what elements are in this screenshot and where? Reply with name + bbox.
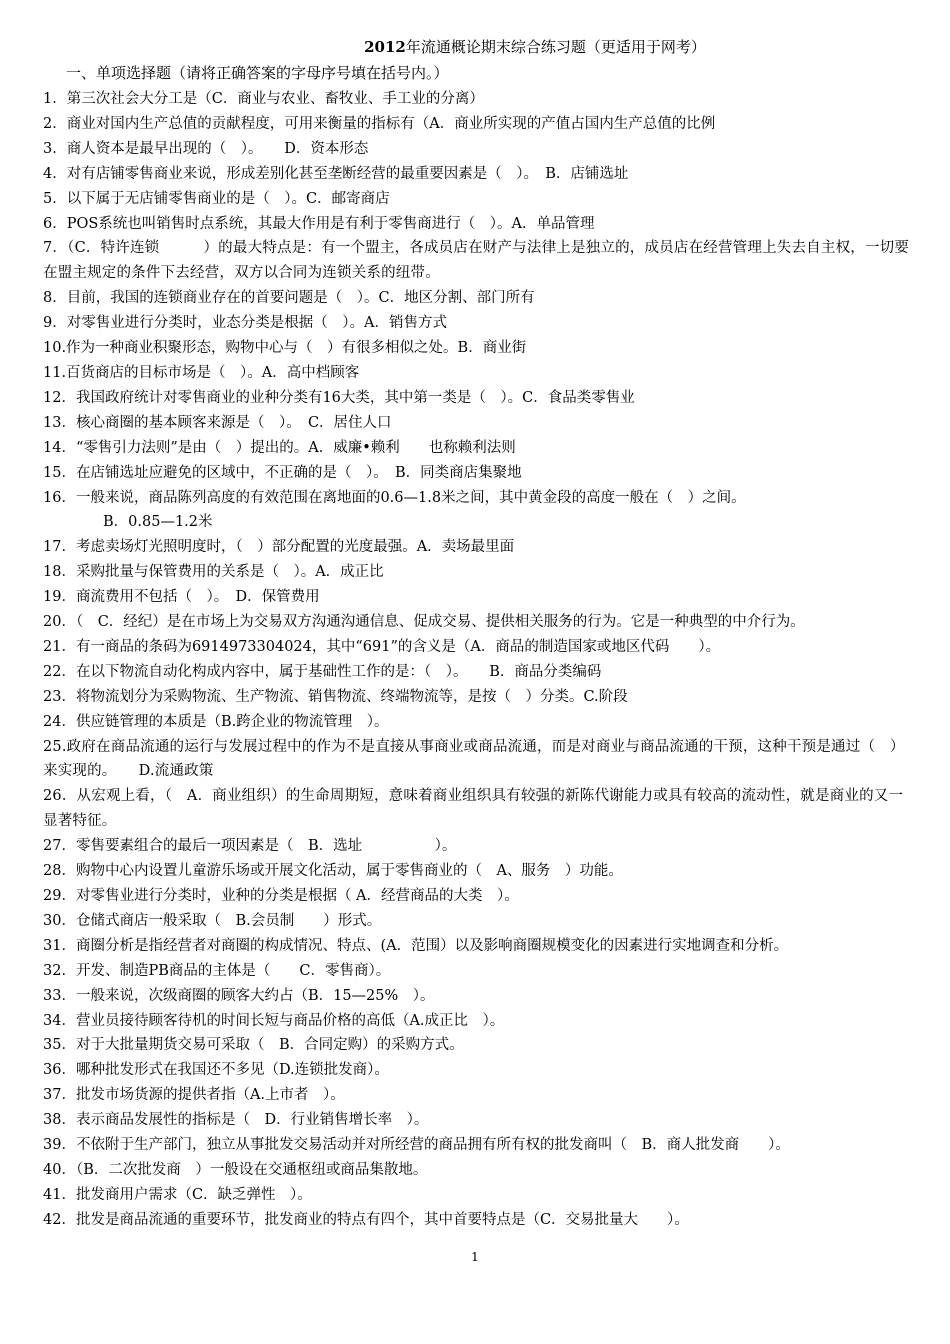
question-3: 3．商人资本是最早出现的（ ）。 D．资本形态 xyxy=(43,140,369,157)
question-11: 11.百货商店的目标市场是（ ）。A．高中档顾客 xyxy=(43,364,360,381)
question-26: 26．从宏观上看，（ A．商业组织）的生命周期短，意味着商业组织具有较强的新陈代谢能力或具有较高的流动性，就是商业的又一显著特征。 xyxy=(43,788,904,830)
question-19: 19．商流费用不包括（ ）。 D．保管费用 xyxy=(43,589,320,606)
question-40: 40．（B．二次批发商 ）一般设在交通枢纽或商品集散地。 xyxy=(43,1161,428,1178)
question-17: 17．考虑卖场灯光照明度时，（ ）部分配置的光度最强。A．卖场最里面 xyxy=(43,539,515,556)
page-number: 1 xyxy=(471,1250,479,1264)
title-text: 年流通概论期末综合练习题（更适用于网考） xyxy=(405,38,706,56)
question-8: 8．目前，我国的连锁商业存在的首要问题是（ ）。C．地区分割、部门所有 xyxy=(43,290,535,307)
question-24: 24．供应链管理的本质是（B.跨企业的物流管理 ）。 xyxy=(43,713,389,730)
question-41: 41．批发商用户需求（C．缺乏弹性 ）。 xyxy=(43,1186,312,1203)
question-9: 9．对零售业进行分类时，业态分类是根据（ ）。A．销售方式 xyxy=(43,315,447,332)
question-15: 15．在店铺选址应避免的区域中，不正确的是（ ）。 B．同类商店集聚地 xyxy=(43,464,522,481)
question-1: 1．第三次社会大分工是（C．商业与农业、畜牧业、手工业的分离） xyxy=(43,91,484,107)
question-13: 13．核心商圈的基本顾客来源是（ ）。 C．居住人口 xyxy=(43,414,392,431)
question-30: 30．仓储式商店一般采取（ B.会员制 ）形式。 xyxy=(43,912,382,929)
title-year: 2012 xyxy=(364,38,406,56)
question-21: 21．有一商品的条码为6914973304024，其中“691”的含义是（A．商品的制造国家或地区代码 ）。 xyxy=(43,638,721,655)
question-31: 31．商圈分析是指经营者对商圈的构成情况、特点、(A．范围）以及影响商圈规模变化的因素进行实地调查和分析。 xyxy=(43,937,789,954)
section-heading: 一、单项选择题（请将正确答案的字母序号填在括号内。） xyxy=(66,64,449,82)
question-29: 29．对零售业进行分类时，业种的分类是根据（ A．经营商品的大类 ）。 xyxy=(43,888,519,904)
page-title xyxy=(0,36,950,58)
question-16-answer: B．0.85—1.2米 xyxy=(103,514,213,531)
question-14: 14．“零售引力法则”是由（ ）提出的。A．威廉•赖利 也称赖利法则 xyxy=(43,439,516,456)
question-32: 32．开发、制造PB商品的主体是（ C．零售商）。 xyxy=(43,962,391,979)
question-4: 4．对有店铺零售商业来说，形成差别化甚至垄断经营的最重要因素是（ ）。 B．店铺选址 xyxy=(43,165,629,182)
question-12: 12．我国政府统计对零售商业的业种分类有16大类，其中第一类是（ ）。C．食品类零售业 xyxy=(43,389,635,406)
question-27: 27．零售要素组合的最后一项因素是（ B．选址 ）。 xyxy=(43,838,457,855)
question-38: 38．表示商品发展性的指标是（ D．行业销售增长率 ）。 xyxy=(43,1112,429,1129)
question-23: 23．将物流划分为采购物流、生产物流、销售物流、终端物流等，是按（ ）分类。C.阶段 xyxy=(43,688,628,705)
question-7: 7．（C．特许连锁 ）的最大特点是：有一个盟主，各成员店在财产与法律上是独立的，成员店在经营管理上失去自主权，一切要在盟主规定的条件下去经营，双方以合同为连锁关系的纽带。 xyxy=(43,240,910,282)
question-33: 33．一般来说，次级商圈的顾客大约占（B．15—25% ）。 xyxy=(43,987,435,1004)
question-28: 28．购物中心内设置儿童游乐场或开展文化活动，属于零售商业的（ A、服务 ）功能。 xyxy=(43,863,623,880)
question-6: 6．POS系统也叫销售时点系统，其最大作用是有利于零售商进行（ ）。A．单品管理 xyxy=(43,215,595,232)
question-5: 5．以下属于无店铺零售商业的是（ ）。C．邮寄商店 xyxy=(43,190,390,207)
question-20: 20．（ C．经纪）是在市场上为交易双方沟通沟通信息、促成交易、提供相关服务的行为。它是一种典型的中介行为。 xyxy=(43,614,805,631)
question-18: 18．采购批量与保管费用的关系是（ ）。A．成正比 xyxy=(43,564,384,581)
question-10: 10.作为一种商业积聚形态，购物中心与（ ）有很多相似之处。B．商业街 xyxy=(43,340,527,357)
question-42: 42．批发是商品流通的重要环节，批发商业的特点有四个，其中首要特点是（C．交易批量大 ）。 xyxy=(43,1211,689,1228)
question-39: 39．不依附于生产部门，独立从事批发交易活动并对所经营的商品拥有所有权的批发商叫（ B．商人批发商 ）。 xyxy=(43,1137,790,1154)
question-list xyxy=(43,87,913,1233)
question-36: 36．哪种批发形式在我国还不多见（D.连锁批发商）。 xyxy=(43,1062,389,1079)
question-35: 35．对于大批量期货交易可采取（ B．合同定购）的采购方式。 xyxy=(43,1037,464,1054)
question-22: 22．在以下物流自动化构成内容中，属于基础性工作的是：（ ）。 B．商品分类编码 xyxy=(43,663,602,680)
question-16: 16．一般来说，商品陈列高度的有效范围在离地面的0.6—1.8米之间，其中黄金段的高度一般在（ ）之间。 xyxy=(43,489,746,506)
question-25: 25.政府在商品流通的运行与发展过程中的作为不是直接从事商业或商品流通，而是对商业与商品流通的干预，这种干预是通过（ ）来实现的。 D.流通政策 xyxy=(43,738,905,780)
question-37: 37．批发市场货源的提供者指（A.上市者 ）。 xyxy=(43,1087,345,1104)
question-34: 34．营业员接待顾客待机的时间长短与商品价格的高低（A.成正比 ）。 xyxy=(43,1012,505,1029)
question-2: 2．商业对国内生产总值的贡献程度，可用来衡量的指标有（A．商业所实现的产值占国内生产总值的比例 xyxy=(43,115,716,132)
